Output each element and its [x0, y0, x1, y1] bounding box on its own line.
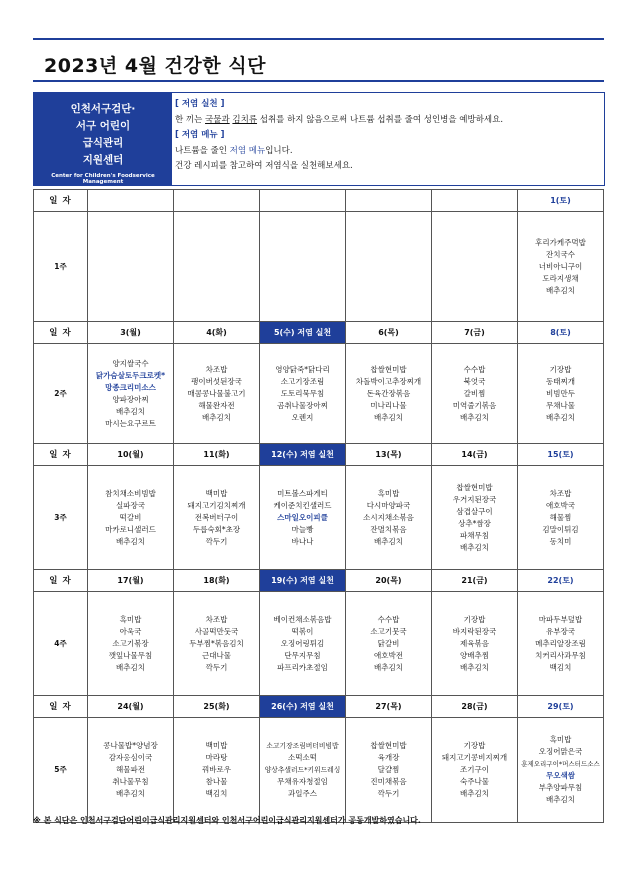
menu-cell [432, 718, 518, 823]
date-cell: 28(금) [432, 696, 518, 718]
menu-item: 미역줄기볶음 [452, 400, 497, 410]
date-row [34, 696, 604, 718]
menu-item: 마카로니샐러드 [105, 524, 156, 534]
menu-item: 차돌박이고추장찌개 [355, 376, 422, 386]
menu-item: 김말이튀김 [542, 524, 579, 534]
menu-cell [174, 344, 260, 444]
menu-row [34, 718, 604, 823]
menu-item: 마늘빵 [291, 524, 314, 534]
menu-item: 우거지된장국 [452, 494, 497, 504]
menu-item: 배추김치 [116, 662, 145, 672]
date-cell: 1(토) [518, 190, 604, 212]
menu-item: 해물완자전 [198, 400, 235, 410]
low-salt-menu-heading: [ 저염 메뉴 ] [175, 130, 225, 140]
menu-item: 다시마양파국 [366, 500, 411, 510]
menu-item: 소고기장조림버터비빔밥 [266, 742, 339, 750]
menu-item: 잔치국수 [546, 249, 575, 259]
menu-item: 배추김치 [546, 795, 575, 804]
title-top-rule [33, 38, 604, 40]
menu-item: 깍두기 [205, 662, 228, 672]
menu-item: 소떡소떡 [288, 753, 317, 762]
menu-row [34, 466, 604, 570]
menu-item: 찹쌀현미밥 [370, 741, 407, 750]
menu-item: 조기구이 [460, 765, 489, 774]
menu-cell [260, 592, 346, 696]
menu-item: 팽이버섯된장국 [191, 376, 242, 386]
menu-cell [174, 466, 260, 570]
underline-soup: 국물과 [205, 114, 230, 125]
center-logo-block [34, 93, 172, 185]
menu-item: 배추김치 [116, 789, 145, 798]
menu-item: 무오색쌈 [546, 771, 575, 780]
menu-item: 바나나 [291, 536, 314, 546]
menu-cell [174, 718, 260, 823]
menu-item: 오징어맑은국 [538, 747, 583, 756]
menu-item: 떡볶이 [291, 626, 314, 636]
menu-item: 도라지생채 [542, 273, 579, 283]
menu-item: 두부찜*볶음김치 [189, 638, 244, 648]
date-cell: 29(토) [518, 696, 604, 718]
menu-cell [174, 592, 260, 696]
menu-item: 돼지고기콩비지찌개 [441, 753, 508, 762]
menu-item: 치커리사과무침 [535, 650, 586, 660]
info-text [175, 97, 600, 175]
menu-cell [88, 718, 174, 823]
menu-item: 곰취나물장아찌 [277, 400, 328, 410]
menu-item: 감자옹심이국 [108, 753, 153, 762]
menu-item: 배추김치 [116, 406, 145, 416]
menu-row [34, 592, 604, 696]
menu-item: 두릅숙회*초장 [192, 524, 241, 534]
menu-item: 돼지고기김치찌개 [187, 500, 246, 510]
date-row [34, 570, 604, 592]
date-cell: 11(화) [174, 444, 260, 466]
menu-cell [88, 592, 174, 696]
week-label: 4주 [34, 592, 88, 696]
date-cell: 3(월) [88, 322, 174, 344]
menu-item: 미나리나물 [370, 400, 407, 410]
menu-item: 무채나물 [546, 400, 575, 410]
menu-item: 마시는요구르트 [105, 418, 156, 428]
menu-row [34, 212, 604, 322]
date-cell: 8(토) [518, 322, 604, 344]
menu-item: 근대나물 [202, 650, 231, 660]
date-cell: 15(토) [518, 444, 604, 466]
menu-item: 양지쌀국수 [112, 358, 149, 368]
menu-item: 소고기볶장 [112, 638, 149, 648]
date-cell: 21(금) [432, 570, 518, 592]
menu-item: 양배추찜 [460, 650, 489, 660]
menu-cell [88, 344, 174, 444]
menu-item: 깻잎나물무침 [108, 650, 153, 660]
date-cell [174, 190, 260, 212]
date-label: 일 자 [34, 444, 88, 466]
low-salt-practice-text: 한 끼는 국물과 김치류 섭취를 하지 않음으로써 나트륨 섭취를 줄여 성인병을 예방하세요. [175, 114, 504, 125]
menu-item: 과일주스 [288, 789, 317, 798]
menu-item: 배추김치 [116, 536, 145, 546]
menu-item: 메추리알장조림 [535, 638, 586, 648]
date-cell: 4(화) [174, 322, 260, 344]
menu-item: 소고기장조림 [280, 376, 325, 386]
menu-cell [260, 344, 346, 444]
menu-item: 닭갈비 [377, 638, 400, 648]
date-row [34, 190, 604, 212]
menu-item: 양파장아찌 [112, 394, 149, 404]
menu-item: 제육볶음 [460, 638, 489, 648]
menu-item: 진미채볶음 [370, 777, 407, 786]
menu-item: 수수밥 [463, 364, 486, 374]
menu-item: 도토리묵무침 [280, 388, 325, 398]
date-cell [88, 190, 174, 212]
menu-item: 망종크리미소스 [105, 382, 156, 392]
menu-item: 파채무침 [460, 530, 489, 540]
menu-item: 잔멸치볶음 [370, 524, 407, 534]
menu-item: 배추김치 [546, 285, 575, 295]
menu-item: 단무지무침 [284, 650, 321, 660]
menu-item: 동치미 [549, 536, 572, 546]
menu-item: 전복버터구이 [194, 512, 239, 522]
menu-cell [518, 592, 604, 696]
date-cell: 10(월) [88, 444, 174, 466]
menu-item: 백김치 [205, 789, 228, 798]
center-name-english: Center for Children's Foodservice Management [51, 173, 155, 185]
menu-cell [346, 212, 432, 322]
menu-item: 숙주나물 [460, 777, 489, 786]
menu-item: 배추김치 [460, 789, 489, 798]
date-cell: 5(수) 저염 실천 [260, 322, 346, 344]
menu-item: 돈육간장볶음 [366, 388, 411, 398]
week-label: 1주 [34, 212, 88, 322]
menu-item: 후리가케주먹밥 [535, 237, 586, 247]
date-cell [346, 190, 432, 212]
menu-item: 백김치 [549, 662, 572, 672]
menu-cell [260, 212, 346, 322]
menu-item: 실파장국 [116, 500, 145, 510]
menu-item: 베이컨채소볶음밥 [273, 614, 332, 624]
menu-item: 너비아니구이 [538, 261, 583, 271]
menu-item: 오렌지 [291, 412, 314, 422]
date-cell: 19(수) 저염 실천 [260, 570, 346, 592]
date-cell: 18(화) [174, 570, 260, 592]
menu-item: 상추*쌈장 [458, 518, 491, 528]
menu-item: 배추김치 [374, 412, 403, 422]
menu-item: 배추김치 [202, 412, 231, 422]
menu-item: 수수밥 [377, 614, 400, 624]
menu-item: 소시지채소볶음 [363, 512, 414, 522]
menu-item: 미트볼스파게티 [277, 488, 328, 498]
menu-item: 참나물 [205, 777, 228, 786]
date-label: 일 자 [34, 696, 88, 718]
menu-item: 아욱국 [119, 626, 142, 636]
menu-item: 차조밥 [205, 614, 228, 624]
menu-item: 백미밥 [205, 488, 228, 498]
menu-item: 차조밥 [205, 364, 228, 374]
menu-item: 배추김치 [460, 662, 489, 672]
menu-item: 달걀찜 [377, 765, 400, 774]
meal-menu-table [33, 189, 604, 823]
date-cell: 14(금) [432, 444, 518, 466]
menu-cell [174, 212, 260, 322]
menu-item: 콩나물밥*양념장 [103, 741, 158, 750]
menu-cell [518, 212, 604, 322]
page-title: 2023년 4월 건강한 식단 [44, 55, 266, 77]
menu-cell [260, 718, 346, 823]
center-name-line-3: 급식관리 [82, 137, 124, 149]
menu-cell [432, 212, 518, 322]
menu-item: 파프리카초절임 [277, 662, 328, 672]
date-cell: 7(금) [432, 322, 518, 344]
menu-item: 케이준치킨샐러드 [273, 500, 332, 510]
menu-item: 찹쌀현미밥 [456, 482, 493, 492]
menu-item: 양상추샐러드*키위드레싱 [264, 766, 341, 774]
date-cell: 12(수) 저염 실천 [260, 444, 346, 466]
menu-item: 배추김치 [374, 662, 403, 672]
menu-item: 해물파전 [116, 765, 145, 774]
date-cell: 27(목) [346, 696, 432, 718]
menu-row [34, 344, 604, 444]
low-salt-practice-heading: [ 저염 실천 ] [175, 99, 225, 109]
menu-item: 갈비찜 [463, 388, 486, 398]
menu-item: 차조밥 [549, 488, 572, 498]
menu-item: 스마일오이피클 [277, 512, 328, 522]
menu-item: 닭가슴살토두크로켓* [95, 370, 166, 380]
week-label: 5주 [34, 718, 88, 823]
menu-item: 찹쌀현미밥 [370, 364, 407, 374]
menu-item: 육개장 [377, 753, 400, 762]
menu-item: 배추김치 [374, 536, 403, 546]
menu-cell [432, 592, 518, 696]
menu-item: 매콤콩나물불고기 [187, 388, 246, 398]
date-cell: 22(토) [518, 570, 604, 592]
menu-cell [346, 344, 432, 444]
menu-item: 애호박전 [374, 650, 403, 660]
menu-item: 삼겹살구이 [456, 506, 493, 516]
date-label: 일 자 [34, 322, 88, 344]
menu-item: 흑미밥 [119, 614, 142, 624]
date-cell: 26(수) 저염 실천 [260, 696, 346, 718]
date-cell: 6(목) [346, 322, 432, 344]
menu-item: 오징어링튀김 [280, 638, 325, 648]
menu-item: 기장밥 [463, 614, 486, 624]
menu-item: 꿔바로우 [202, 765, 231, 774]
menu-item: 흑미밥 [549, 735, 572, 744]
week-label: 3주 [34, 466, 88, 570]
menu-item: 떡갈비 [119, 512, 142, 522]
underline-kimchi: 김치류 [232, 114, 258, 125]
date-cell [260, 190, 346, 212]
date-cell: 24(월) [88, 696, 174, 718]
menu-item: 깍두기 [377, 789, 400, 798]
menu-cell [88, 212, 174, 322]
menu-item: 백미밥 [205, 741, 228, 750]
menu-cell [346, 592, 432, 696]
menu-item: 기장밥 [549, 364, 572, 374]
date-cell: 20(목) [346, 570, 432, 592]
date-row [34, 322, 604, 344]
date-label: 일 자 [34, 570, 88, 592]
menu-cell [518, 466, 604, 570]
title-bottom-rule [33, 80, 604, 82]
menu-item: 무채유자청절임 [277, 777, 328, 786]
menu-item: 배추김치 [546, 412, 575, 422]
menu-item: 배추김치 [460, 412, 489, 422]
menu-item: 영양닭죽*닭다리 [275, 364, 330, 374]
menu-item: 부추양파무침 [538, 783, 583, 792]
menu-item: 소고기뭇국 [370, 626, 407, 636]
low-salt-menu-text: 나트륨을 줄인 저염 메뉴입니다. [175, 145, 293, 156]
menu-cell [432, 344, 518, 444]
menu-item: 깍두기 [205, 536, 228, 546]
date-cell [432, 190, 518, 212]
center-name-line-2: 서구 어린이 [75, 120, 131, 132]
menu-item: 배추김치 [460, 542, 489, 552]
center-name-line-1: 인천서구검단· [70, 103, 136, 115]
menu-cell [346, 718, 432, 823]
menu-item: 해물찜 [549, 512, 572, 522]
menu-cell [346, 466, 432, 570]
footer-note: ※ 본 식단은 인천서구검단어린이급식관리지원센터와 인천서구어린이급식관리지원센터가 공동개발하였습니다. [33, 816, 421, 825]
menu-cell [518, 718, 604, 823]
menu-item: 동태찌개 [546, 376, 575, 386]
menu-item: 바지락된장국 [452, 626, 497, 636]
menu-item: 마파두부덮밥 [538, 614, 583, 624]
center-name-line-4: 지원센터 [82, 154, 124, 166]
date-label: 일 자 [34, 190, 88, 212]
menu-item: 흑미밥 [377, 488, 400, 498]
menu-item: 참치채소비빔밥 [105, 488, 156, 498]
menu-cell [518, 344, 604, 444]
menu-cell [88, 466, 174, 570]
menu-item: 훈제오리구이*머스터드소스 [521, 760, 600, 768]
menu-item: 북엇국 [463, 376, 486, 386]
menu-cell [432, 466, 518, 570]
info-box [33, 92, 605, 186]
date-cell: 17(월) [88, 570, 174, 592]
menu-item: 유부장국 [546, 626, 575, 636]
date-cell: 13(목) [346, 444, 432, 466]
recipe-text: 건강 레시피를 참고하여 저염식을 실천해보세요. [175, 161, 353, 171]
menu-item: 취나물무침 [112, 777, 149, 786]
menu-cell [260, 466, 346, 570]
week-label: 2주 [34, 344, 88, 444]
menu-item: 애호박국 [546, 500, 575, 510]
menu-item: 마라탕 [205, 753, 228, 762]
menu-item: 사골떡만둣국 [194, 626, 239, 636]
date-row [34, 444, 604, 466]
date-cell: 25(화) [174, 696, 260, 718]
menu-item: 비빔만두 [546, 388, 575, 398]
menu-item: 기장밥 [463, 741, 486, 750]
